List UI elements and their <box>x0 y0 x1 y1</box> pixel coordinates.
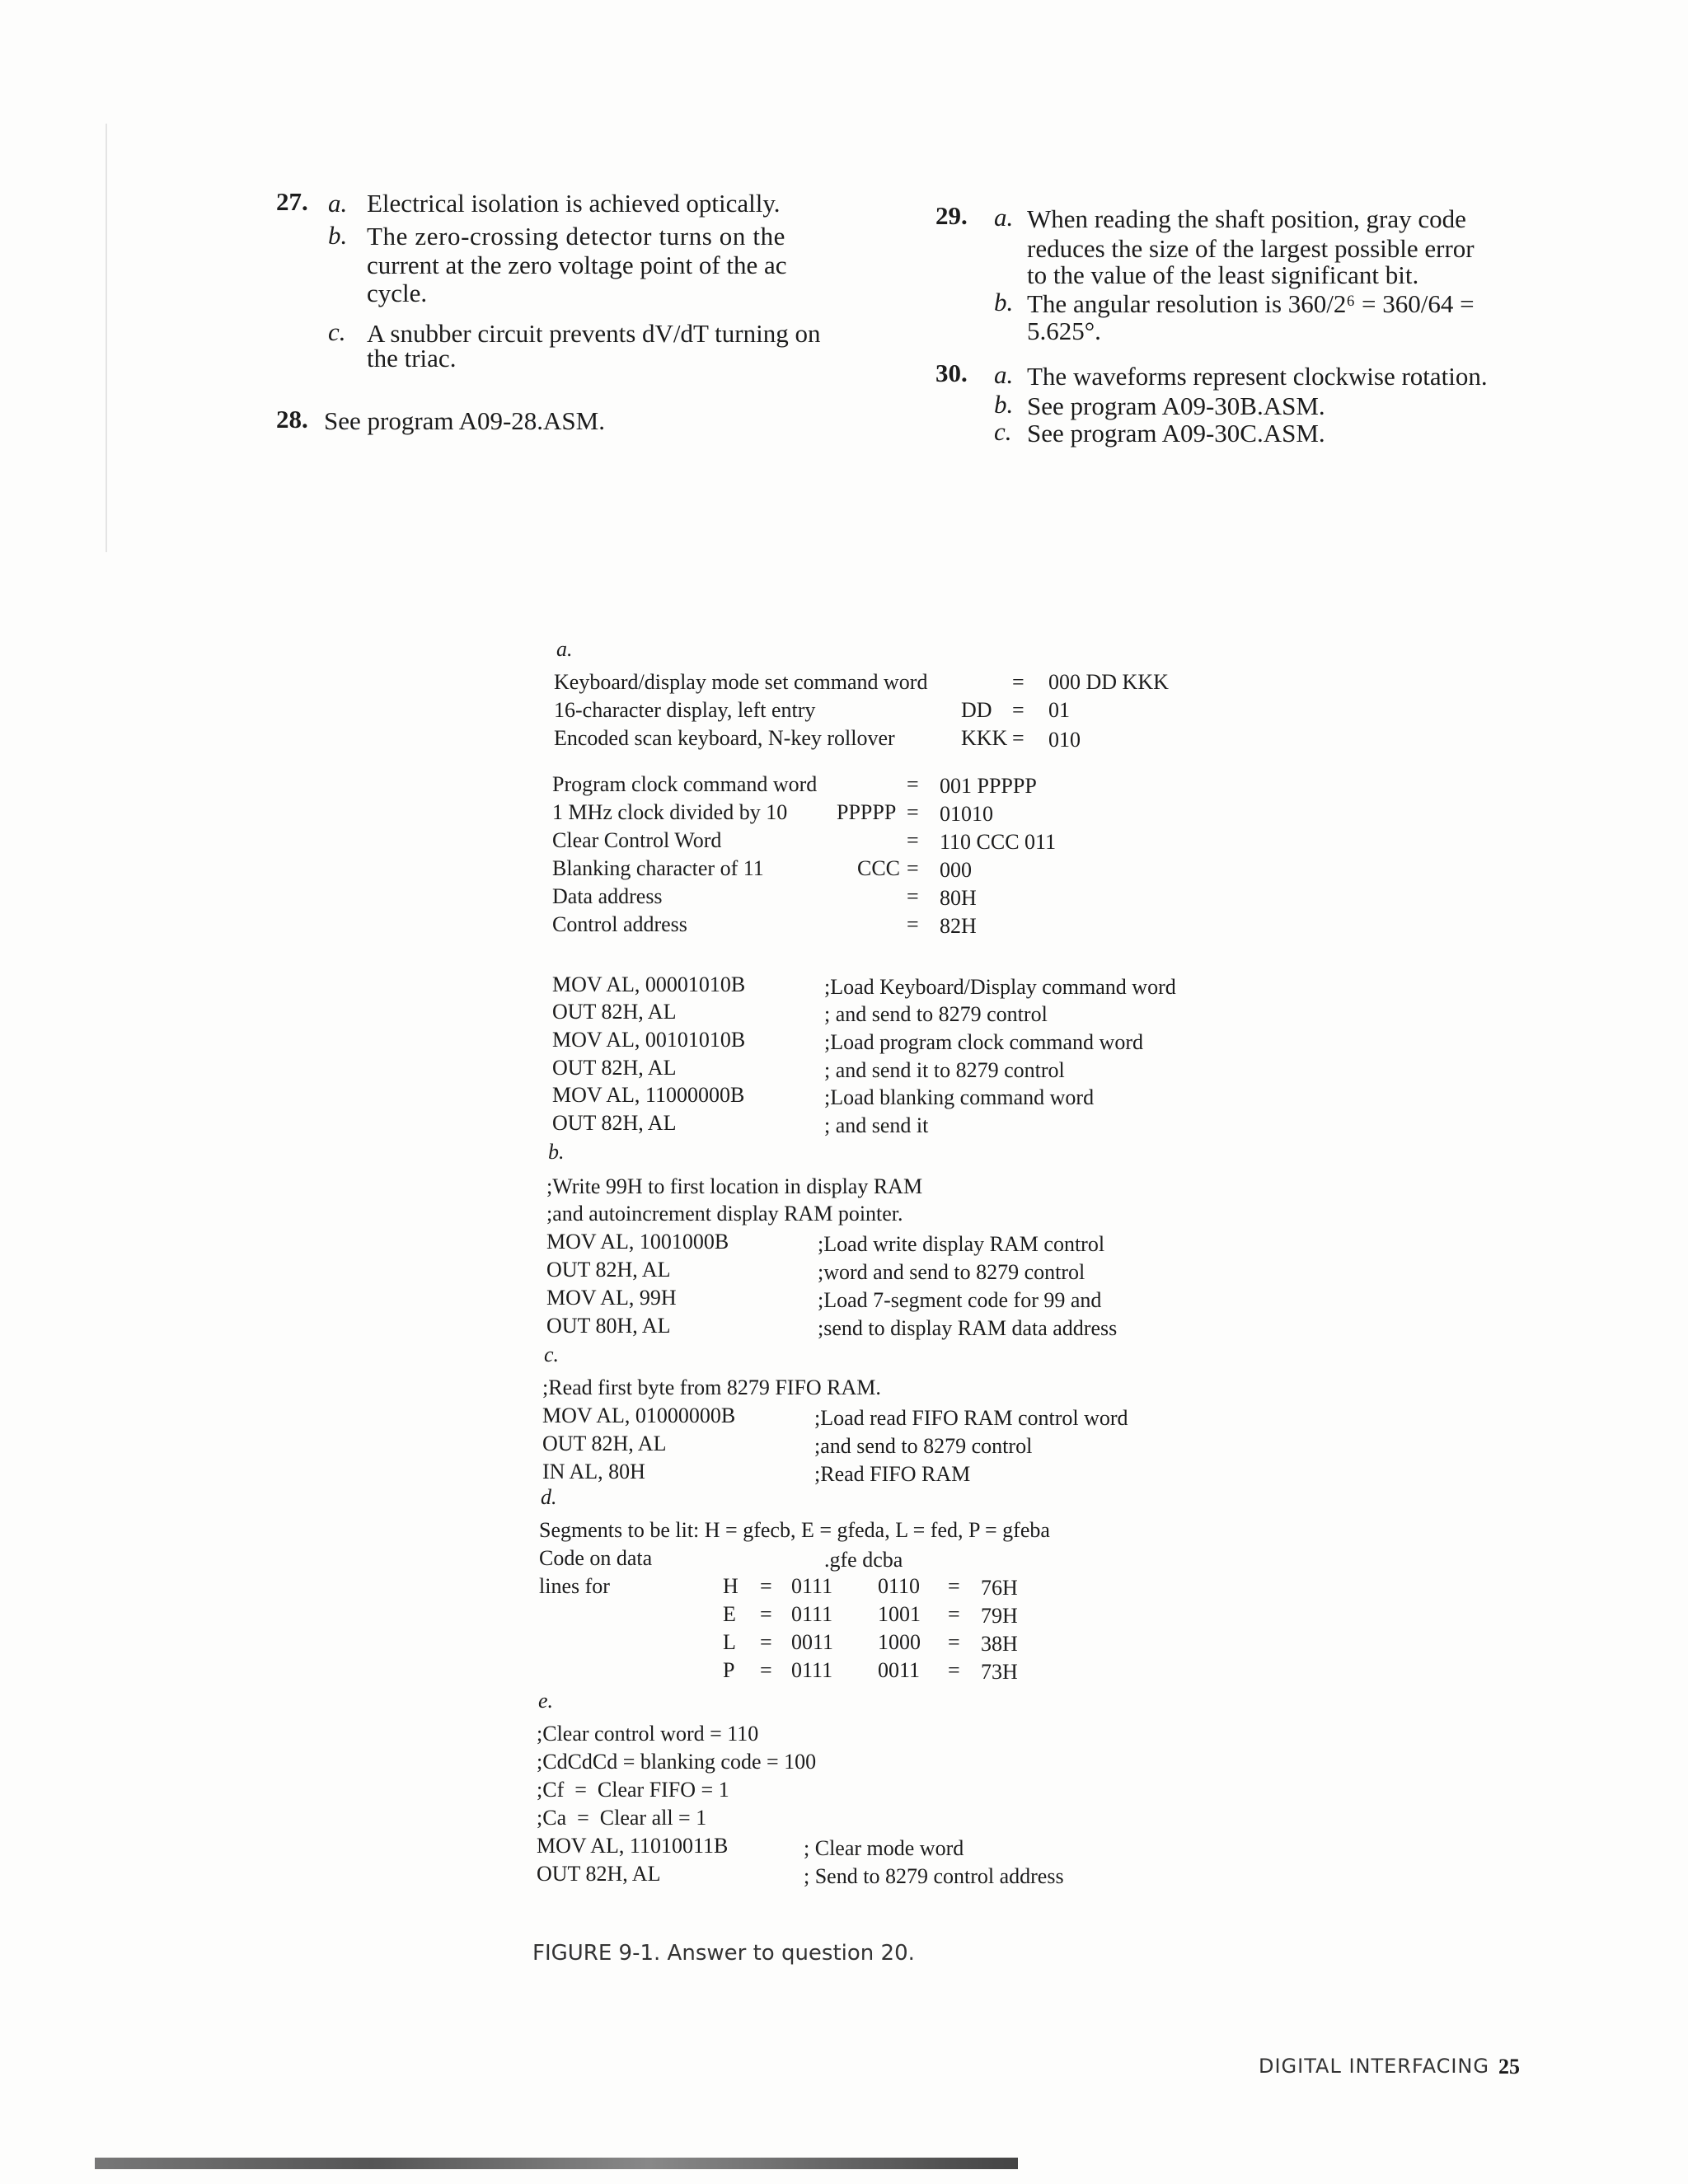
seg-row-l-char: L <box>723 1630 736 1654</box>
code-b-4-ins: OUT 80H, AL <box>546 1314 671 1338</box>
part-e-comment-2: ;CdCdCd = blanking code = 100 <box>537 1750 817 1774</box>
seg-row-h-eq2: = <box>948 1574 960 1598</box>
code-e-1-cmt: ; Clear mode word <box>804 1836 964 1860</box>
code-c-2-cmt: ;and send to 8279 control <box>814 1434 1033 1458</box>
mode-row-3-val: 010 <box>1048 728 1081 752</box>
clock-row-1-desc: Program clock command word <box>552 772 818 796</box>
question-number-30: 30. <box>935 359 968 387</box>
clock-row-3-eq: = <box>907 828 919 852</box>
code-e-2-cmt: ; Send to 8279 control address <box>804 1864 1064 1888</box>
clock-row-6-desc: Control address <box>552 912 687 936</box>
part-d-bit-header: .gfe dcba <box>824 1548 903 1572</box>
seg-row-h-hi: 0111 <box>791 1574 833 1598</box>
part-b-comment-1: ;Write 99H to first location in display RAM <box>546 1174 923 1198</box>
clock-row-4-eq: = <box>907 856 919 880</box>
mode-row-1-desc: Keyboard/display mode set command word <box>554 670 928 694</box>
q27-a-line-1: Electrical isolation is achieved optically. <box>367 189 781 218</box>
part-a-label: a. <box>556 637 573 661</box>
q30-b-text: See program A09-30B.ASM. <box>1027 391 1325 420</box>
code-a-1-ins: MOV AL, 00001010B <box>552 972 746 996</box>
code-c-1-ins: MOV AL, 01000000B <box>542 1404 736 1427</box>
seg-row-h-lo: 0110 <box>878 1574 921 1598</box>
mode-row-3-eq: = <box>1012 726 1025 750</box>
mode-row-2-sym: DD <box>961 698 992 722</box>
mode-row-2-val: 01 <box>1048 698 1070 722</box>
clock-row-5-eq: = <box>907 884 919 908</box>
mode-row-3-desc: Encoded scan keyboard, N-key rollover <box>554 726 895 750</box>
q30-a-text: The waveforms represent clockwise rotation. <box>1027 362 1488 391</box>
q27-b-marker: b. <box>328 221 348 250</box>
clock-row-4-val: 000 <box>940 858 972 882</box>
clock-row-1-val: 001 PPPPP <box>940 774 1037 798</box>
seg-row-h-eq: = <box>760 1574 772 1598</box>
seg-row-e-char: E <box>723 1602 736 1626</box>
question-number-27: 27. <box>276 187 308 216</box>
seg-row-e-hex: 79H <box>981 1604 1018 1628</box>
code-b-3-ins: MOV AL, 99H <box>546 1286 677 1310</box>
mode-row-2-eq: = <box>1012 698 1025 722</box>
code-b-2-ins: OUT 82H, AL <box>546 1258 671 1282</box>
code-a-4-cmt: ; and send it to 8279 control <box>824 1058 1065 1082</box>
mode-row-3-sym: KKK <box>961 726 1008 750</box>
code-c-3-ins: IN AL, 80H <box>542 1460 645 1483</box>
part-d-code-label-2: lines for <box>539 1574 610 1598</box>
q29-a-line-2: reduces the size of the largest possible error <box>1027 234 1475 263</box>
q29-a-line-3: to the value of the least significant bit. <box>1027 260 1419 289</box>
part-b-label: b. <box>548 1140 565 1164</box>
q29-b-line-2: 5.625°. <box>1027 316 1101 345</box>
code-e-1-ins: MOV AL, 11010011B <box>537 1834 729 1858</box>
q29-b-line-1: The angular resolution is 360/2⁶ = 360/64 = <box>1027 289 1475 318</box>
mode-row-2-desc: 16-character display, left entry <box>554 698 816 722</box>
part-c-comment: ;Read first byte from 8279 FIFO RAM. <box>542 1376 881 1399</box>
code-a-2-ins: OUT 82H, AL <box>552 1000 677 1024</box>
code-c-3-cmt: ;Read FIFO RAM <box>814 1462 971 1486</box>
clock-row-4-desc: Blanking character of 11 <box>552 856 764 880</box>
clock-row-6-eq: = <box>907 912 919 936</box>
q27-b-line-3: cycle. <box>367 279 428 307</box>
code-b-1-ins: MOV AL, 1001000B <box>546 1230 729 1254</box>
q27-b-line-2: current at the zero voltage point of the ac <box>367 251 787 279</box>
seg-row-h-char: H <box>723 1574 738 1598</box>
seg-row-e-lo: 1001 <box>878 1602 921 1626</box>
seg-row-p-char: P <box>723 1658 735 1682</box>
figure-caption: FIGURE 9-1. Answer to question 20. <box>532 1941 915 1966</box>
code-a-3-ins: MOV AL, 00101010B <box>552 1028 746 1052</box>
q30-c-text: See program A09-30C.ASM. <box>1027 419 1325 448</box>
q27-b-line-1: The zero-crossing detector turns on the <box>367 222 786 251</box>
q29-a-marker: a. <box>994 203 1014 232</box>
clock-row-2-sym: PPPPP <box>837 800 897 824</box>
q30-a-marker: a. <box>994 360 1014 389</box>
part-e-comment-3: ;Cf = Clear FIFO = 1 <box>537 1778 729 1802</box>
seg-row-l-lo: 1000 <box>878 1630 921 1654</box>
part-e-comment-1: ;Clear control word = 110 <box>537 1722 759 1746</box>
seg-row-h-hex: 76H <box>981 1576 1018 1600</box>
code-e-2-ins: OUT 82H, AL <box>537 1862 661 1886</box>
clock-row-3-val: 110 CCC 011 <box>940 830 1057 854</box>
part-e-label: e. <box>538 1689 554 1713</box>
footer-section-title: DIGITAL INTERFACING <box>1259 2055 1489 2078</box>
clock-row-4-sym: CCC <box>857 856 901 880</box>
q27-c-marker: c. <box>328 317 346 346</box>
part-b-comment-2: ;and autoincrement display RAM pointer. <box>546 1202 903 1226</box>
question-number-28: 28. <box>276 405 308 434</box>
code-a-4-ins: OUT 82H, AL <box>552 1056 677 1080</box>
page-number: 25 <box>1498 2055 1520 2079</box>
clock-row-2-eq: = <box>907 800 919 824</box>
q27-c-line-2: the triac. <box>367 344 457 373</box>
code-b-1-cmt: ;Load write display RAM control <box>818 1232 1105 1256</box>
part-d-label: d. <box>541 1485 557 1509</box>
clock-row-5-val: 80H <box>940 886 977 910</box>
code-b-2-cmt: ;word and send to 8279 control <box>818 1260 1085 1284</box>
part-e-comment-4: ;Ca = Clear all = 1 <box>537 1806 707 1830</box>
code-c-1-cmt: ;Load read FIFO RAM control word <box>814 1406 1128 1430</box>
part-d-segments-line: Segments to be lit: H = gfecb, E = gfeda, L = fed, P = gfeba <box>539 1518 1050 1542</box>
question-number-29: 29. <box>935 201 968 230</box>
code-c-2-ins: OUT 82H, AL <box>542 1432 667 1455</box>
seg-row-l-hex: 38H <box>981 1632 1018 1656</box>
clock-row-2-val: 01010 <box>940 802 993 826</box>
part-c-label: c. <box>544 1343 560 1366</box>
code-a-6-cmt: ; and send it <box>824 1113 929 1137</box>
code-a-1-cmt: ;Load Keyboard/Display command word <box>824 975 1176 999</box>
q30-b-marker: b. <box>994 390 1014 419</box>
seg-row-p-lo: 0011 <box>878 1658 921 1682</box>
q28-text: See program A09-28.ASM. <box>324 406 605 435</box>
scan-edge-line <box>106 124 107 552</box>
seg-row-e-hi: 0111 <box>791 1602 833 1626</box>
clock-row-1-eq: = <box>907 772 919 796</box>
mode-row-1-eq: = <box>1012 670 1025 694</box>
code-a-6-ins: OUT 82H, AL <box>552 1111 677 1135</box>
seg-row-e-eq: = <box>760 1602 772 1626</box>
clock-row-2-desc: 1 MHz clock divided by 10 <box>552 800 788 824</box>
seg-row-p-eq2: = <box>948 1658 960 1682</box>
q27-c-line-1: A snubber circuit prevents dV/dT turning on <box>367 319 821 348</box>
q27-a-marker: a. <box>328 189 348 218</box>
code-b-3-cmt: ;Load 7-segment code for 99 and <box>818 1288 1102 1312</box>
mode-row-1-val: 000 DD KKK <box>1048 670 1169 694</box>
q29-b-marker: b. <box>994 288 1014 316</box>
code-a-3-cmt: ;Load program clock command word <box>824 1030 1143 1054</box>
scan-bottom-bar <box>95 2158 1018 2169</box>
seg-row-p-hi: 0111 <box>791 1658 833 1682</box>
q29-a-line-1: When reading the shaft position, gray code <box>1027 204 1466 233</box>
q30-c-marker: c. <box>994 417 1012 446</box>
seg-row-p-eq: = <box>760 1658 772 1682</box>
clock-row-3-desc: Clear Control Word <box>552 828 722 852</box>
clock-row-5-desc: Data address <box>552 884 663 908</box>
seg-row-e-eq2: = <box>948 1602 960 1626</box>
seg-row-l-hi: 0011 <box>791 1630 834 1654</box>
code-b-4-cmt: ;send to display RAM data address <box>818 1316 1118 1340</box>
seg-row-l-eq2: = <box>948 1630 960 1654</box>
seg-row-p-hex: 73H <box>981 1660 1018 1684</box>
code-a-5-ins: MOV AL, 11000000B <box>552 1083 745 1107</box>
code-a-2-cmt: ; and send to 8279 control <box>824 1002 1048 1026</box>
code-a-5-cmt: ;Load blanking command word <box>824 1085 1095 1109</box>
clock-row-6-val: 82H <box>940 914 977 938</box>
seg-row-l-eq: = <box>760 1630 772 1654</box>
part-d-code-label-1: Code on data <box>539 1546 653 1570</box>
